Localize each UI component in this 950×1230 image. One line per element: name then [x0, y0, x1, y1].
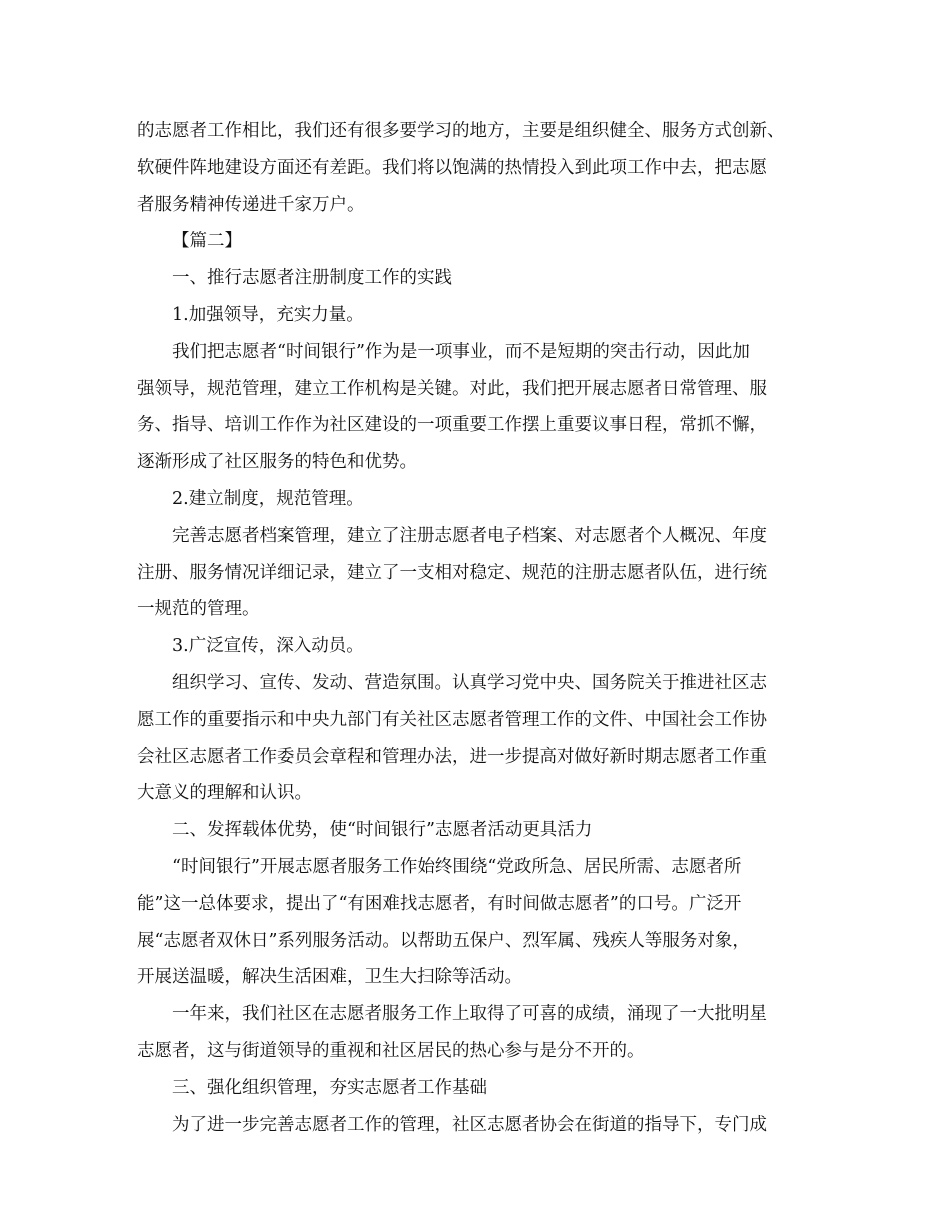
text-line: 志愿者，这与街道领导的重视和社区居民的热心参与是分不开的。: [137, 1040, 645, 1061]
text-line: 开展送温暖，解决生活困难，卫生大扫除等活动。: [137, 967, 522, 988]
text-line: 为了进一步完善志愿者工作的管理，社区志愿者协会在街道的指导下，专门成: [172, 1114, 767, 1135]
document-page: [137, 113, 823, 1143]
section-heading: 【篇二】: [172, 231, 242, 252]
subheading-3: 3.广泛宣传，深入动员。: [172, 636, 364, 657]
subheading-2: 2.建立制度，规范管理。: [172, 488, 364, 509]
text-line: 强领导，规范管理，建立工作机构是关键。对此，我们把开展志愿者日常管理、服: [137, 378, 767, 399]
text-line: 会社区志愿者工作委员会章程和管理办法，进一步提高对做好新时期志愿者工作重: [137, 746, 767, 767]
text-line: 逐渐形成了社区服务的特色和优势。: [137, 452, 417, 473]
heading-2: 二、发挥载体优势，使“时间银行”志愿者活动更具活力: [172, 820, 593, 841]
text-line: 软硬件阵地建设方面还有差距。我们将以饱满的热情投入到此项工作中去，把志愿: [137, 157, 767, 178]
text-line: 组织学习、宣传、发动、营造氛围。认真学习党中央、国务院关于推进社区志: [172, 672, 767, 693]
subheading-1: 1.加强领导，充实力量。: [172, 304, 364, 325]
text-line: 愿工作的重要指示和中央九部门有关社区志愿者管理工作的文件、中国社会工作协: [137, 709, 767, 730]
text-line: “时间银行”开展志愿者服务工作始终围绕“党政所急、居民所需、志愿者所: [172, 856, 742, 877]
text-line: 一年来，我们社区在志愿者服务工作上取得了可喜的成绩，涌现了一大批明星: [172, 1004, 767, 1025]
text-line: 大意义的理解和认识。: [137, 783, 312, 804]
text-line: 一规范的管理。: [137, 599, 260, 620]
text-line: 展“志愿者双休日”系列服务活动。以帮助五保户、烈军属、残疾人等服务对象，: [137, 930, 750, 951]
text-line: 完善志愿者档案管理，建立了注册志愿者电子档案、对志愿者个人概况、年度: [172, 525, 767, 546]
text-line: 者服务精神传递进千家万户。: [137, 194, 365, 215]
text-line: 注册、服务情况详细记录，建立了一支相对稳定、规范的注册志愿者队伍，进行统: [137, 562, 767, 583]
text-line: 务、指导、培训工作作为社区建设的一项重要工作摆上重要议事日程，常抓不懈，: [137, 415, 767, 436]
text-line: 的志愿者工作相比，我们还有很多要学习的地方，主要是组织健全、服务方式创新、: [137, 121, 785, 141]
heading-3: 三、强化组织管理，夯实志愿者工作基础: [172, 1077, 487, 1098]
heading-1: 一、推行志愿者注册制度工作的实践: [172, 268, 452, 289]
text-line: 能”这一总体要求，提出了“有困难找志愿者，有时间做志愿者”的口号。广泛开: [137, 893, 742, 914]
text-line: 我们把志愿者“时间银行”作为是一项事业，而不是短期的突击行动，因此加: [172, 341, 750, 362]
